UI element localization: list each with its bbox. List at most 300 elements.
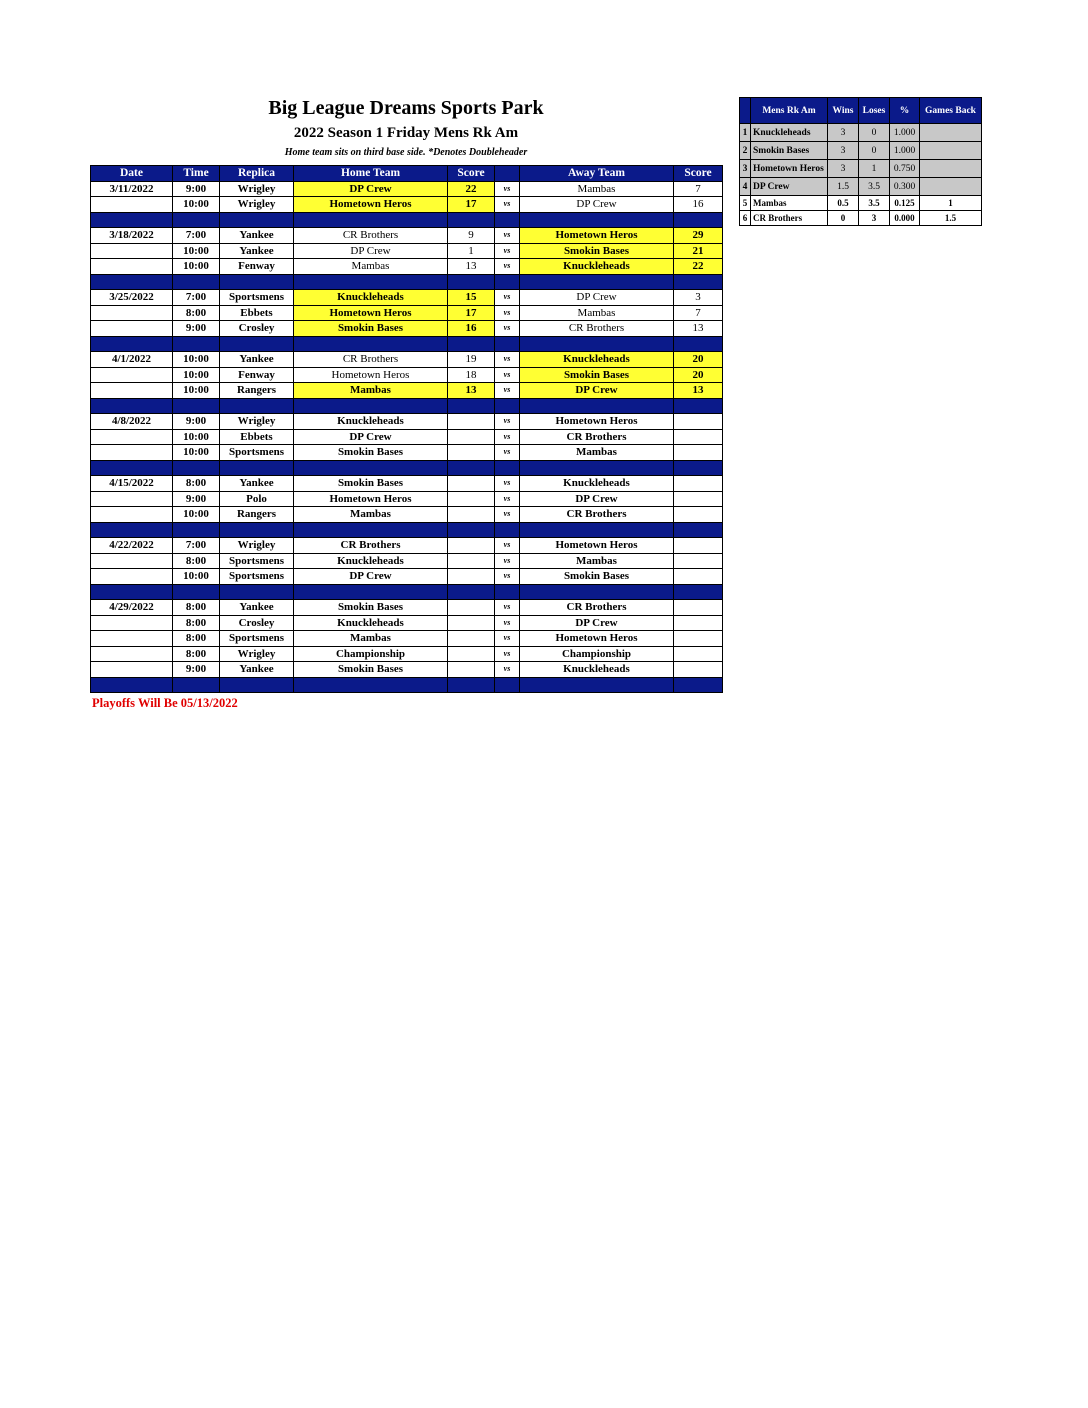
game-field: Wrigley — [220, 538, 294, 554]
game-row — [91, 615, 723, 631]
separator-cell — [91, 336, 173, 352]
separator-cell — [220, 522, 294, 538]
game-time: 8:00 — [173, 631, 220, 647]
separator-cell — [495, 584, 520, 600]
vs-label: vs — [495, 290, 520, 306]
home-score — [448, 476, 495, 492]
game-row — [91, 631, 723, 647]
team-pct: 0.000 — [890, 211, 920, 226]
vs-label: vs — [495, 414, 520, 430]
home-score — [448, 507, 495, 523]
separator-cell — [294, 522, 448, 538]
home-score — [448, 491, 495, 507]
away-score: 3 — [674, 290, 723, 306]
home-score — [448, 414, 495, 430]
game-field: Wrigley — [220, 414, 294, 430]
away-score — [674, 507, 723, 523]
team-games-back: 1 — [920, 196, 982, 211]
home-score: 22 — [448, 181, 495, 197]
separator-cell — [448, 274, 495, 290]
game-row — [91, 429, 723, 445]
team-wins: 1.5 — [828, 178, 859, 196]
separator-cell — [520, 274, 674, 290]
separator-cell — [495, 336, 520, 352]
vs-label: vs — [495, 476, 520, 492]
team-losses: 0 — [859, 124, 890, 142]
standings-table — [739, 97, 982, 226]
team-losses: 3 — [859, 211, 890, 226]
separator-cell — [173, 522, 220, 538]
schedule-note: Home team sits on third base side. *Denotes Doubleheader — [284, 147, 528, 158]
game-time: 8:00 — [173, 600, 220, 616]
game-time: 7:00 — [173, 290, 220, 306]
team-games-back — [920, 142, 982, 160]
separator-cell — [448, 398, 495, 414]
game-time: 8:00 — [173, 476, 220, 492]
away-team: DP Crew — [520, 383, 674, 399]
separator-cell — [294, 274, 448, 290]
game-field: Yankee — [220, 600, 294, 616]
away-team: Mambas — [520, 445, 674, 461]
team-games-back — [920, 124, 982, 142]
standings-division-header: Mens Rk Am — [751, 98, 828, 124]
game-date — [91, 197, 173, 213]
game-time: 10:00 — [173, 429, 220, 445]
game-field: Yankee — [220, 476, 294, 492]
game-field: Sportsmens — [220, 445, 294, 461]
col-date-header: Date — [91, 166, 173, 182]
game-row — [91, 445, 723, 461]
standings-row — [740, 178, 982, 196]
game-time: 10:00 — [173, 367, 220, 383]
team-wins: 3 — [828, 160, 859, 178]
away-score — [674, 445, 723, 461]
home-score: 18 — [448, 367, 495, 383]
team-games-back — [920, 160, 982, 178]
separator-cell — [91, 460, 173, 476]
separator-cell — [448, 212, 495, 228]
standings-header-row — [740, 98, 982, 124]
vs-label: vs — [495, 600, 520, 616]
separator-cell — [220, 274, 294, 290]
team-pct: 0.750 — [890, 160, 920, 178]
separator-cell — [91, 584, 173, 600]
team-name: Mambas — [751, 196, 828, 211]
standings-row — [740, 160, 982, 178]
game-time: 9:00 — [173, 181, 220, 197]
game-row — [91, 538, 723, 554]
standings-rank-header — [740, 98, 751, 124]
home-score — [448, 662, 495, 678]
game-row — [91, 491, 723, 507]
separator-cell — [173, 584, 220, 600]
vs-label: vs — [495, 259, 520, 275]
home-team: CR Brothers — [294, 538, 448, 554]
home-score: 16 — [448, 321, 495, 337]
separator-cell — [448, 677, 495, 693]
game-date — [91, 259, 173, 275]
home-team: Mambas — [294, 507, 448, 523]
away-score: 20 — [674, 352, 723, 368]
col-vs-header — [495, 166, 520, 182]
vs-label: vs — [495, 197, 520, 213]
col-home-team-header: Home Team — [294, 166, 448, 182]
separator-cell — [674, 274, 723, 290]
team-name: CR Brothers — [751, 211, 828, 226]
game-date — [91, 383, 173, 399]
game-row — [91, 600, 723, 616]
separator-cell — [173, 398, 220, 414]
vs-label: vs — [495, 615, 520, 631]
away-team: Hometown Heros — [520, 228, 674, 244]
home-team: Knuckleheads — [294, 553, 448, 569]
team-wins: 3 — [828, 142, 859, 160]
game-field: Fenway — [220, 367, 294, 383]
away-score: 13 — [674, 383, 723, 399]
game-time: 10:00 — [173, 507, 220, 523]
home-score: 17 — [448, 305, 495, 321]
away-team: CR Brothers — [520, 429, 674, 445]
home-team: DP Crew — [294, 181, 448, 197]
separator-cell — [220, 584, 294, 600]
separator-cell — [674, 460, 723, 476]
week-separator — [91, 584, 723, 600]
week-separator — [91, 677, 723, 693]
home-team: Mambas — [294, 631, 448, 647]
game-date — [91, 615, 173, 631]
away-team: Mambas — [520, 553, 674, 569]
week-separator — [91, 398, 723, 414]
away-score — [674, 615, 723, 631]
standings-row — [740, 211, 982, 226]
away-team: Smokin Bases — [520, 367, 674, 383]
game-field: Yankee — [220, 228, 294, 244]
game-time: 8:00 — [173, 646, 220, 662]
away-score — [674, 491, 723, 507]
game-field: Polo — [220, 491, 294, 507]
game-time: 10:00 — [173, 383, 220, 399]
separator-cell — [520, 460, 674, 476]
team-pct: 0.125 — [890, 196, 920, 211]
game-row — [91, 662, 723, 678]
game-date — [91, 367, 173, 383]
standings-row — [740, 142, 982, 160]
schedule-table — [90, 165, 723, 693]
week-separator — [91, 336, 723, 352]
game-field: Crosley — [220, 615, 294, 631]
away-score — [674, 429, 723, 445]
home-score: 15 — [448, 290, 495, 306]
game-date: 4/1/2022 — [91, 352, 173, 368]
home-team: Smokin Bases — [294, 662, 448, 678]
col-home-score-header: Score — [448, 166, 495, 182]
team-losses: 0 — [859, 142, 890, 160]
team-rank: 6 — [740, 211, 751, 226]
week-separator — [91, 460, 723, 476]
game-field: Yankee — [220, 352, 294, 368]
game-time: 7:00 — [173, 228, 220, 244]
away-score — [674, 569, 723, 585]
away-team: Hometown Heros — [520, 414, 674, 430]
separator-cell — [495, 274, 520, 290]
separator-cell — [220, 398, 294, 414]
game-time: 9:00 — [173, 491, 220, 507]
away-team: Knuckleheads — [520, 352, 674, 368]
separator-cell — [173, 677, 220, 693]
game-row — [91, 305, 723, 321]
separator-cell — [520, 336, 674, 352]
separator-cell — [294, 398, 448, 414]
vs-label: vs — [495, 352, 520, 368]
away-score: 13 — [674, 321, 723, 337]
vs-label: vs — [495, 228, 520, 244]
separator-cell — [220, 460, 294, 476]
vs-label: vs — [495, 538, 520, 554]
season-subtitle: 2022 Season 1 Friday Mens Rk Am — [293, 125, 519, 141]
home-score — [448, 631, 495, 647]
away-score — [674, 476, 723, 492]
game-time: 8:00 — [173, 553, 220, 569]
home-score: 1 — [448, 243, 495, 259]
away-team: Knuckleheads — [520, 476, 674, 492]
home-score — [448, 429, 495, 445]
away-team: DP Crew — [520, 491, 674, 507]
vs-label: vs — [495, 305, 520, 321]
vs-label: vs — [495, 445, 520, 461]
game-row — [91, 383, 723, 399]
home-team: Mambas — [294, 259, 448, 275]
separator-cell — [294, 460, 448, 476]
game-field: Rangers — [220, 383, 294, 399]
separator-cell — [294, 212, 448, 228]
game-field: Ebbets — [220, 429, 294, 445]
standings-row — [740, 196, 982, 211]
separator-cell — [173, 336, 220, 352]
game-time: 10:00 — [173, 352, 220, 368]
standings-wins-header: Wins — [828, 98, 859, 124]
game-date — [91, 321, 173, 337]
home-score — [448, 445, 495, 461]
home-score — [448, 615, 495, 631]
game-field: Crosley — [220, 321, 294, 337]
game-row — [91, 367, 723, 383]
vs-label: vs — [495, 553, 520, 569]
home-score: 13 — [448, 259, 495, 275]
game-date: 4/22/2022 — [91, 538, 173, 554]
away-score — [674, 553, 723, 569]
home-team: Mambas — [294, 383, 448, 399]
game-time: 10:00 — [173, 445, 220, 461]
vs-label: vs — [495, 491, 520, 507]
game-row — [91, 507, 723, 523]
game-row — [91, 321, 723, 337]
vs-label: vs — [495, 367, 520, 383]
separator-cell — [674, 336, 723, 352]
week-separator — [91, 212, 723, 228]
separator-cell — [220, 677, 294, 693]
separator-cell — [91, 522, 173, 538]
home-team: Hometown Heros — [294, 197, 448, 213]
away-score: 16 — [674, 197, 723, 213]
game-date — [91, 507, 173, 523]
game-date — [91, 305, 173, 321]
standings-pct-header: % — [890, 98, 920, 124]
home-team: Hometown Heros — [294, 367, 448, 383]
team-name: DP Crew — [751, 178, 828, 196]
home-score — [448, 553, 495, 569]
away-team: Hometown Heros — [520, 631, 674, 647]
away-team: CR Brothers — [520, 600, 674, 616]
away-score: 20 — [674, 367, 723, 383]
separator-cell — [173, 212, 220, 228]
away-score: 7 — [674, 181, 723, 197]
separator-cell — [520, 677, 674, 693]
game-field: Ebbets — [220, 305, 294, 321]
game-time: 10:00 — [173, 569, 220, 585]
game-field: Sportsmens — [220, 290, 294, 306]
vs-label: vs — [495, 321, 520, 337]
standings-row — [740, 124, 982, 142]
game-date — [91, 662, 173, 678]
separator-cell — [220, 336, 294, 352]
home-score: 17 — [448, 197, 495, 213]
separator-cell — [674, 584, 723, 600]
home-score: 19 — [448, 352, 495, 368]
team-games-back: 1.5 — [920, 211, 982, 226]
game-time: 9:00 — [173, 662, 220, 678]
away-score: 7 — [674, 305, 723, 321]
home-team: DP Crew — [294, 569, 448, 585]
week-separator — [91, 274, 723, 290]
home-team: Hometown Heros — [294, 491, 448, 507]
game-date — [91, 569, 173, 585]
separator-cell — [520, 398, 674, 414]
home-team: Smokin Bases — [294, 476, 448, 492]
home-team: Championship — [294, 646, 448, 662]
team-rank: 2 — [740, 142, 751, 160]
game-date — [91, 631, 173, 647]
game-field: Wrigley — [220, 197, 294, 213]
team-pct: 1.000 — [890, 124, 920, 142]
game-row — [91, 228, 723, 244]
away-score — [674, 600, 723, 616]
game-row — [91, 569, 723, 585]
team-pct: 1.000 — [890, 142, 920, 160]
home-team: Hometown Heros — [294, 305, 448, 321]
home-team: Knuckleheads — [294, 290, 448, 306]
separator-cell — [91, 274, 173, 290]
game-date: 3/25/2022 — [91, 290, 173, 306]
home-team: Smokin Bases — [294, 600, 448, 616]
separator-cell — [448, 584, 495, 600]
away-team: Hometown Heros — [520, 538, 674, 554]
separator-cell — [448, 522, 495, 538]
game-time: 9:00 — [173, 414, 220, 430]
col-replica-header: Replica — [220, 166, 294, 182]
home-team: Smokin Bases — [294, 445, 448, 461]
separator-cell — [495, 460, 520, 476]
playoffs-note: Playoffs Will Be 05/13/2022 — [92, 696, 238, 710]
col-time-header: Time — [173, 166, 220, 182]
separator-cell — [520, 212, 674, 228]
home-team: DP Crew — [294, 243, 448, 259]
away-team: Smokin Bases — [520, 569, 674, 585]
away-team: DP Crew — [520, 290, 674, 306]
separator-cell — [173, 460, 220, 476]
separator-cell — [674, 398, 723, 414]
separator-cell — [520, 522, 674, 538]
home-team: Knuckleheads — [294, 615, 448, 631]
team-wins: 0 — [828, 211, 859, 226]
team-rank: 3 — [740, 160, 751, 178]
team-rank: 4 — [740, 178, 751, 196]
home-score — [448, 538, 495, 554]
separator-cell — [173, 274, 220, 290]
vs-label: vs — [495, 429, 520, 445]
away-score — [674, 414, 723, 430]
vs-label: vs — [495, 383, 520, 399]
away-score — [674, 538, 723, 554]
vs-label: vs — [495, 507, 520, 523]
game-time: 9:00 — [173, 321, 220, 337]
away-score: 29 — [674, 228, 723, 244]
home-score: 9 — [448, 228, 495, 244]
vs-label: vs — [495, 662, 520, 678]
game-field: Wrigley — [220, 646, 294, 662]
game-time: 7:00 — [173, 538, 220, 554]
home-team: Knuckleheads — [294, 414, 448, 430]
vs-label: vs — [495, 631, 520, 647]
game-row — [91, 197, 723, 213]
home-team: DP Crew — [294, 429, 448, 445]
game-field: Wrigley — [220, 181, 294, 197]
home-team: Smokin Bases — [294, 321, 448, 337]
separator-cell — [91, 212, 173, 228]
separator-cell — [674, 522, 723, 538]
separator-cell — [495, 398, 520, 414]
game-time: 10:00 — [173, 197, 220, 213]
col-away-team-header: Away Team — [520, 166, 674, 182]
away-team: CR Brothers — [520, 507, 674, 523]
team-losses: 3.5 — [859, 196, 890, 211]
game-date — [91, 646, 173, 662]
game-field: Sportsmens — [220, 631, 294, 647]
team-losses: 1 — [859, 160, 890, 178]
team-games-back — [920, 178, 982, 196]
page-title: Big League Dreams Sports Park — [268, 97, 544, 119]
separator-cell — [91, 677, 173, 693]
schedule-header-row — [91, 166, 723, 182]
game-field: Yankee — [220, 662, 294, 678]
game-time: 8:00 — [173, 615, 220, 631]
team-name: Knuckleheads — [751, 124, 828, 142]
home-score — [448, 646, 495, 662]
separator-cell — [448, 460, 495, 476]
separator-cell — [294, 336, 448, 352]
game-field: Yankee — [220, 243, 294, 259]
away-team: CR Brothers — [520, 321, 674, 337]
week-separator — [91, 522, 723, 538]
away-team: Smokin Bases — [520, 243, 674, 259]
game-date: 4/8/2022 — [91, 414, 173, 430]
away-score — [674, 631, 723, 647]
game-date — [91, 445, 173, 461]
team-pct: 0.300 — [890, 178, 920, 196]
game-time: 8:00 — [173, 305, 220, 321]
game-row — [91, 553, 723, 569]
separator-cell — [220, 212, 294, 228]
away-team: Knuckleheads — [520, 662, 674, 678]
